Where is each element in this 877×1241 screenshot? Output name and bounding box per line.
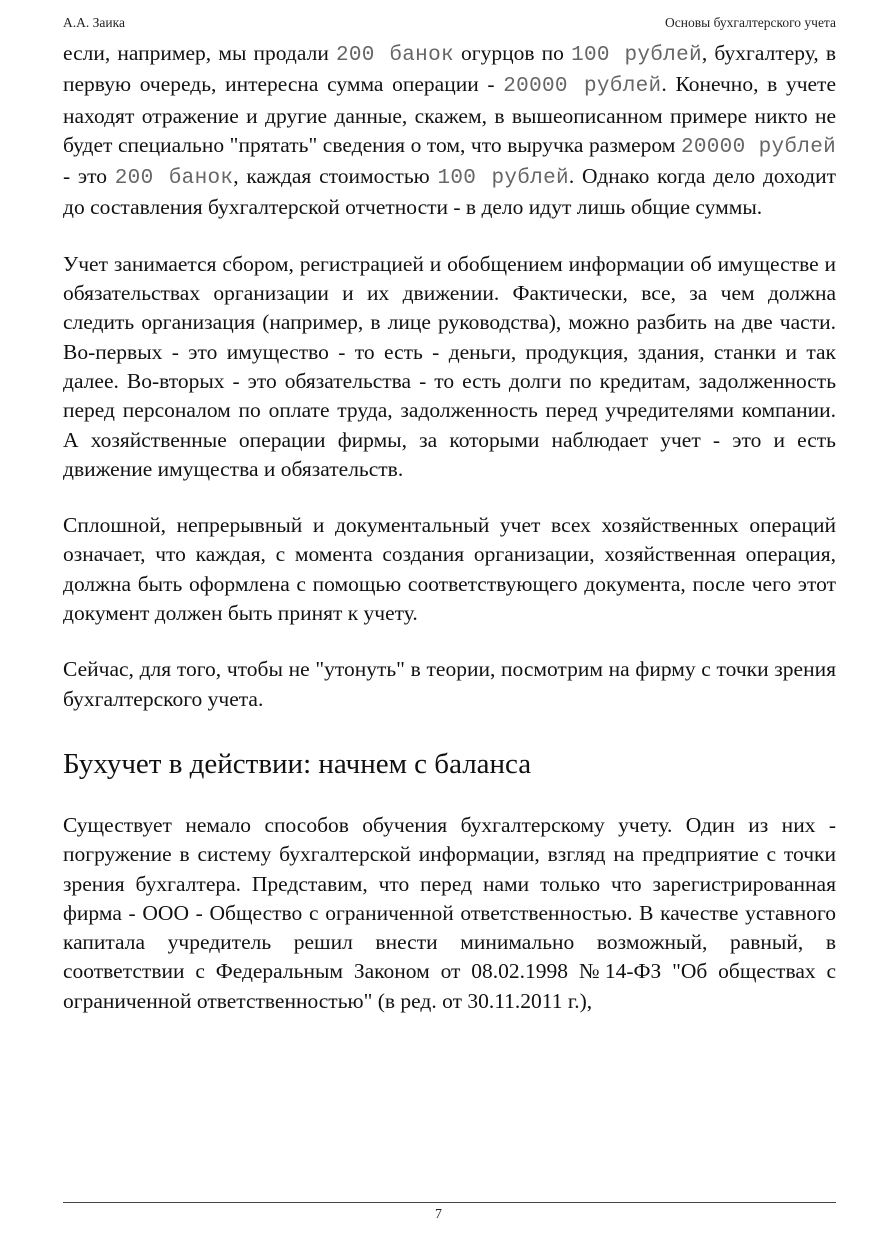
code-amount: 100 рублей [571, 44, 702, 67]
code-amount: 20000 рублей [503, 75, 662, 99]
text-run: огурцов по [453, 41, 572, 65]
section-heading: Бухучет в действии: начнем с баланса [63, 747, 532, 780]
paragraph-accounting-scope: Учет занимается сбором, регистрацией и обобщением информации об имуществе и обязательствах организации и их движении. Фактически, все, за чем должна следить организация (например, в лице руководства), можно разбить на две части. Во-первых - это имущество - то есть - деньги, продукция, здания, станки и так далее. Во-вторых - это обязательства - то есть долги по кредитам, задолженность перед персоналом по оплате труда, задолженность перед учредителями компании. А хозяйственные операции фирмы, за которыми наблюдает учет - это и есть движение имущества и обязательств. [63, 251, 836, 481]
paragraph-intro-example [63, 39, 836, 223]
code-amount: 100 рублей [437, 167, 569, 191]
text-run: . Однако когда дело доходит до составления бухгалтерской отчетности - в дело идут лишь общие суммы. [63, 164, 837, 220]
text-run: если, например, мы продали [63, 41, 336, 65]
text-run: , бухгалтеру, в первую очередь, интересна сумма операции - [63, 41, 837, 97]
text-run: - это [63, 164, 115, 189]
header-author: А.А. Заика [63, 15, 125, 30]
code-amount: 200 банок [335, 44, 454, 67]
page-header [63, 15, 836, 35]
paragraph-balance-intro: Существует немало способов обучения бухгалтерскому учету. Один из них - погружение в систему бухгалтерской информации, взгляд на предприятие с точки зрения бухгалтера. Представим, что перед нами только что зарегистрированная фирма - ООО - Общество с ограниченной ответственностью. В качестве уставного капитала учредитель решил внести минимально возможный, равный, в соответствии с Федеральным Законом от 08.02.1998 №14-ФЗ "Об обществах с ограниченной ответственностью" (в ред. от 30.11.2011 г.), [63, 812, 836, 1013]
text-run: . Конечно, в учете находят отражение и другие данные, скажем, в вышеописанном примере никто не будет специально "прятать" сведения о том, что выручка размером [63, 72, 836, 157]
document-body [63, 39, 836, 1043]
text-run: , каждая стоимостью [233, 164, 438, 189]
page-number: 7 [435, 1207, 442, 1222]
paragraph-continuous-accounting: Сплошной, непрерывный и документальный учет всех хозяйственных операций означает, что каждая, с момента создания организации, хозяйственная операция, должна быть оформлена с помощью соответствующего документа, после чего этот документ должен быть принят к учету. [63, 513, 836, 626]
code-amount: 20000 рублей [680, 135, 836, 159]
header-book-title: Основы бухгалтерского учета [665, 15, 836, 30]
paragraph-transition: Сейчас, для того, чтобы не "утонуть" в теории, посмотрим на фирму с точки зрения бухгалтерского учета. [63, 657, 836, 711]
footer-divider [63, 1202, 836, 1203]
code-amount: 200 банок [114, 167, 234, 191]
